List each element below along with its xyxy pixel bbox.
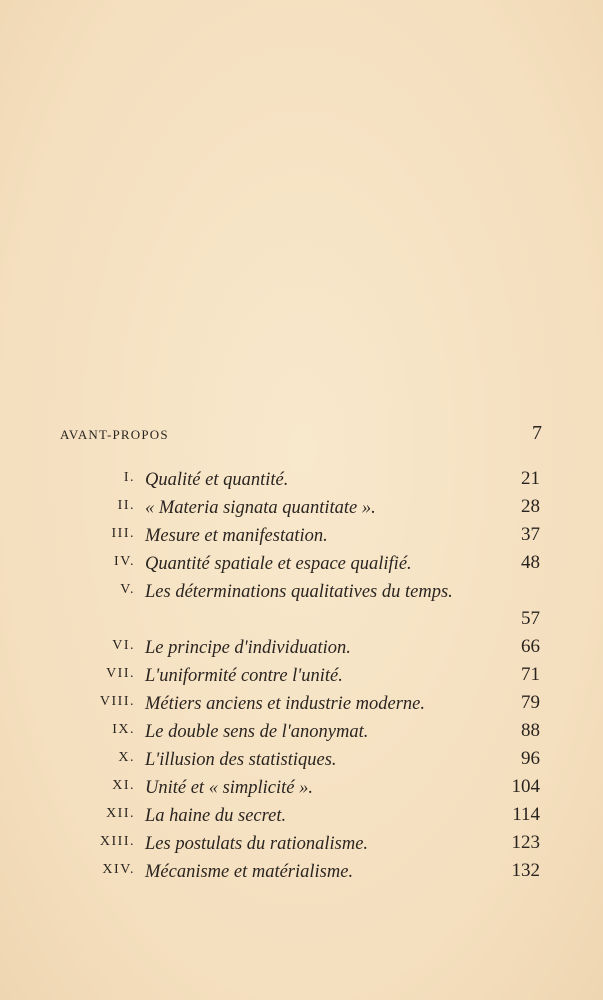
chapter-page-number: 21 — [521, 468, 540, 489]
table-of-contents — [0, 466, 603, 890]
chapter-page-number: 28 — [521, 496, 540, 517]
chapter-page-number: 37 — [521, 524, 540, 545]
chapter-page-number: 57 — [521, 608, 540, 629]
chapter-title: Qualité et quantité. — [145, 470, 289, 490]
chapter-page-number: 123 — [511, 832, 540, 853]
chapter-title: Les postulats du rationalisme. — [145, 834, 369, 854]
chapter-numeral: IX. — [112, 722, 135, 737]
chapter-title: Les déterminations qualitatives du temps. — [145, 582, 453, 602]
chapter-title: Métiers anciens et industrie moderne. — [145, 694, 426, 714]
chapter-page-number: 66 — [521, 636, 540, 657]
chapter-numeral: II. — [117, 498, 135, 513]
chapter-page-number: 88 — [521, 720, 540, 741]
chapter-numeral: III. — [111, 526, 135, 541]
chapter-page-number: 71 — [521, 664, 540, 685]
chapter-page-number: 104 — [511, 776, 540, 797]
chapter-title: « Materia signata quantitate ». — [145, 498, 376, 518]
chapter-page-number: 79 — [521, 692, 540, 713]
chapter-numeral: XI. — [112, 778, 135, 793]
chapter-numeral: V. — [120, 582, 135, 597]
chapter-title: L'illusion des statistiques. — [145, 750, 337, 770]
chapter-numeral: I. — [123, 470, 135, 485]
chapter-numeral: VII. — [106, 666, 135, 681]
chapter-page-number: 114 — [512, 804, 540, 825]
chapter-title: Unité et « simplicité ». — [145, 778, 314, 798]
chapter-numeral: XIV. — [102, 862, 135, 877]
toc-foreword-entry — [60, 422, 542, 448]
chapter-numeral: X. — [118, 750, 135, 765]
chapter-title: La haine du secret. — [145, 806, 287, 826]
foreword-title: AVANT-PROPOS — [60, 427, 169, 442]
foreword-page-number: 7 — [532, 422, 542, 444]
chapter-title: L'uniformité contre l'unité. — [145, 666, 343, 686]
chapter-numeral: VIII. — [99, 694, 135, 709]
chapter-title: Mécanisme et matérialisme. — [145, 862, 354, 882]
chapter-page-number: 132 — [511, 860, 540, 881]
chapter-page-number: 96 — [521, 748, 540, 769]
chapter-page-number: 48 — [521, 552, 540, 573]
chapter-title: Mesure et manifestation. — [145, 526, 328, 546]
chapter-title: Le principe d'individuation. — [145, 638, 351, 658]
chapter-title: Quantité spatiale et espace qualifié. — [145, 554, 412, 574]
chapter-numeral: VI. — [112, 638, 135, 653]
chapter-numeral: XII. — [106, 806, 135, 821]
chapter-numeral: XIII. — [99, 834, 135, 849]
chapter-numeral: IV. — [114, 554, 135, 569]
chapter-title: Le double sens de l'anonymat. — [145, 722, 369, 742]
